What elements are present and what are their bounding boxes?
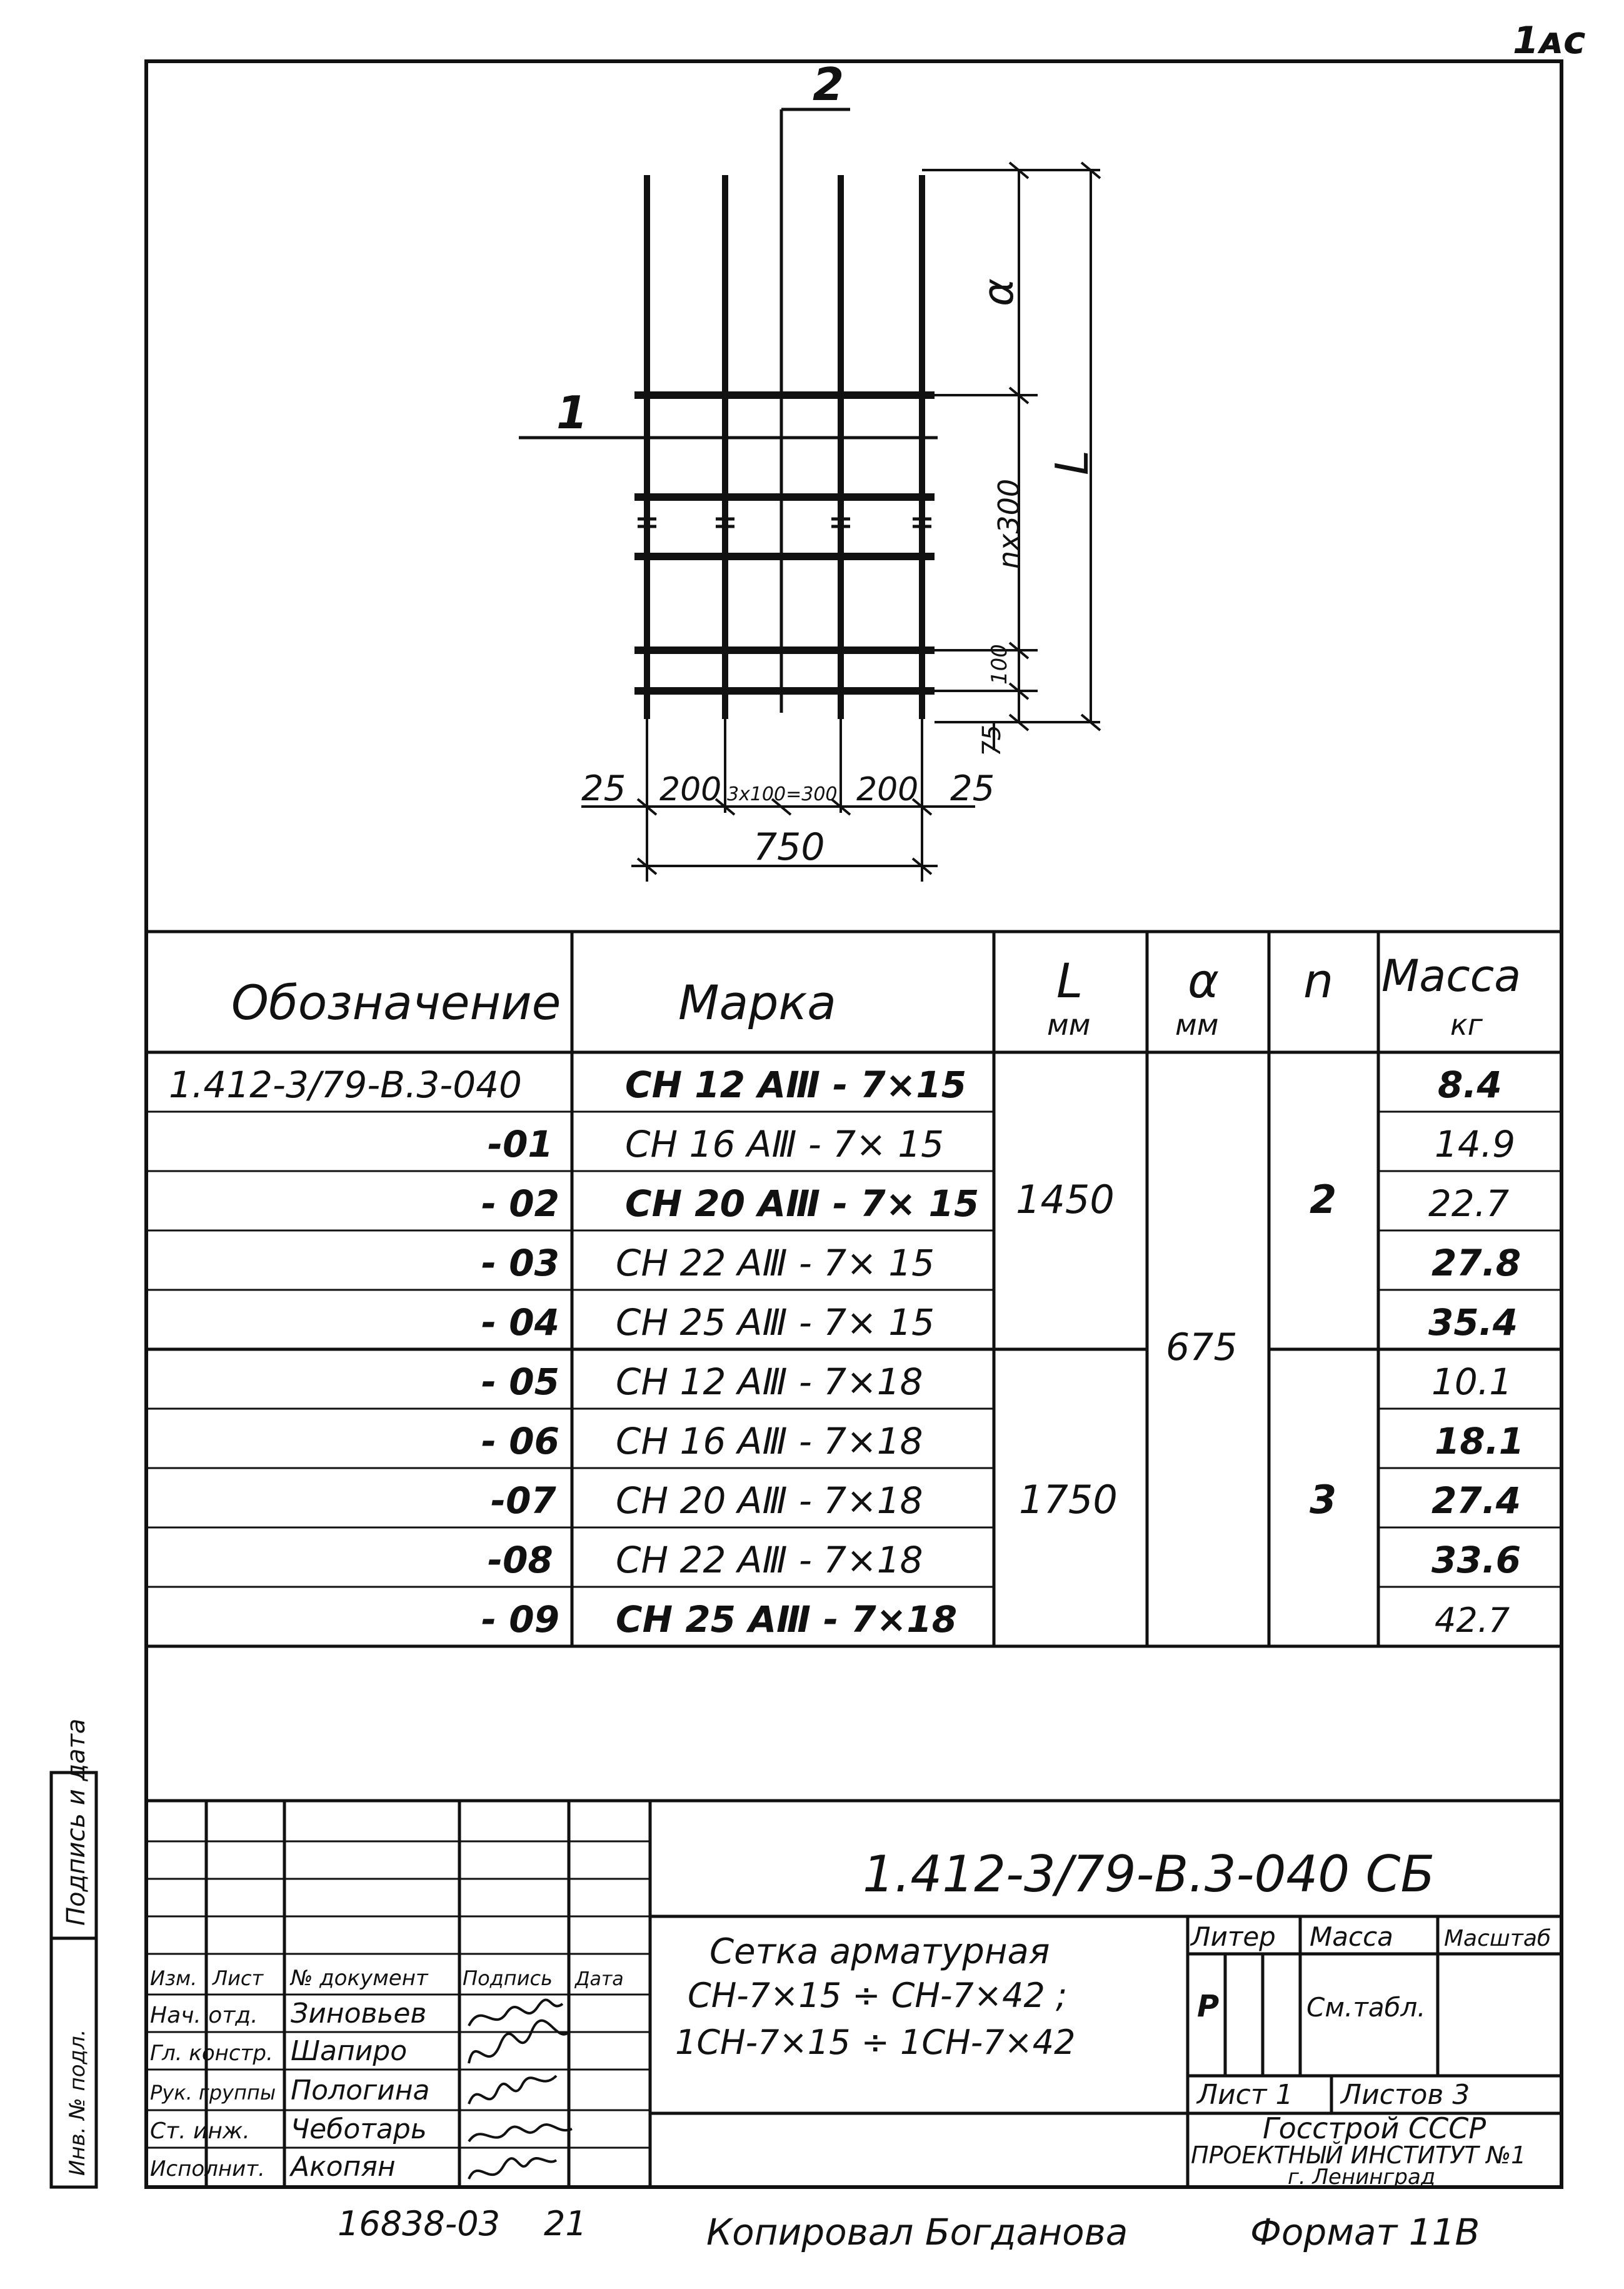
- footer-format: Формат 11В: [1250, 2211, 1480, 2253]
- org-line-2: ПРОЕКТНЫЙ ИНСТИТУТ №1: [1191, 2141, 1526, 2169]
- table-row-1-mark: СН 16 АⅢ - 7× 15: [625, 1123, 944, 1165]
- side-label-sign-date: Подпись и дата: [62, 1718, 91, 1926]
- person-name-1: Шапиро: [291, 2035, 408, 2067]
- table-rows: [169, 1064, 1524, 1641]
- section-label-1: 1: [556, 386, 588, 439]
- section-label-2: 2: [813, 58, 845, 111]
- mass-value: См.табл.: [1306, 1992, 1426, 2023]
- doc-code: 1.412-3/79-В.3-040 СБ: [863, 1845, 1435, 1903]
- dim-bottom-0: 25: [581, 768, 626, 809]
- header-a: α: [1188, 953, 1220, 1009]
- table-row-1-mass: 14.9: [1435, 1123, 1516, 1165]
- header-mark: Марка: [678, 975, 836, 1030]
- vertical-bars: [647, 175, 922, 719]
- dim-total: 750: [753, 825, 825, 869]
- table-row-6-designation: - 06: [481, 1420, 559, 1462]
- group-1-n: 2: [1310, 1177, 1337, 1222]
- person-name-2: Пологина: [291, 2075, 430, 2106]
- stamp-title-line-3: 1СН-7×15 ÷ 1СН-7×42: [675, 2023, 1076, 2062]
- footer-copied: Копировал Богданова: [706, 2211, 1128, 2253]
- dim-bottom-2: 3x100=300: [727, 783, 838, 805]
- table-row-3-mark: СН 22 АⅢ - 7× 15: [616, 1242, 935, 1284]
- header-mass: Масса: [1381, 950, 1521, 1002]
- mass-label: Масса: [1310, 1921, 1393, 1952]
- person-role-1: Гл. констр.: [150, 2041, 273, 2066]
- table-row-4-mass: 35.4: [1428, 1301, 1518, 1344]
- side-label-inv-no: Инв. № подл.: [65, 2029, 90, 2176]
- table-row-9-mass: 42.7: [1435, 1601, 1510, 1640]
- person-role-4: Исполнит.: [150, 2156, 265, 2181]
- header-a-unit: мм: [1175, 1008, 1219, 1042]
- footer-page: 21: [544, 2204, 587, 2243]
- table-row-7-designation: -07: [491, 1479, 556, 1522]
- table-row-8-mark: СН 22 АⅢ - 7×18: [616, 1539, 923, 1581]
- stamp-header-izm: Изм.: [150, 1966, 198, 1990]
- table-row-2-mark: СН 20 АⅢ - 7× 15: [625, 1182, 980, 1225]
- break-marks: [638, 519, 931, 526]
- table-row-7-mass: 27.4: [1431, 1479, 1521, 1522]
- stamp-header-date: Дата: [575, 1968, 624, 1990]
- horizontal-bars: [634, 395, 935, 691]
- person-name-0: Зиновьев: [291, 1998, 427, 2030]
- table-row-6-mark: СН 16 АⅢ - 7×18: [616, 1420, 923, 1462]
- dim-label-100: 100: [987, 644, 1012, 685]
- header-L-unit: мм: [1047, 1008, 1091, 1042]
- dim-label-nx300: nx300: [992, 478, 1026, 569]
- stamp-header-list: Лист: [213, 1966, 264, 1990]
- table-row-5-mark: СН 12 АⅢ - 7×18: [616, 1361, 923, 1403]
- table-row-5-designation: - 05: [481, 1361, 559, 1403]
- table-row-1-designation: -01: [488, 1123, 553, 1165]
- footer-order: 16838-03: [338, 2204, 500, 2243]
- person-name-3: Чеботарь: [291, 2113, 427, 2145]
- sheet-label: Лист 1: [1197, 2079, 1293, 2111]
- dim-bottom-3: 200: [856, 771, 919, 808]
- person-role-0: Нач. отд.: [150, 2003, 258, 2028]
- person-role-3: Ст. инж.: [150, 2118, 250, 2144]
- header-designation: Обозначение: [231, 975, 561, 1030]
- scale-label: Масштаб: [1444, 1926, 1551, 1951]
- dim-label-75: 75: [978, 725, 1006, 757]
- a-value: 675: [1166, 1326, 1238, 1369]
- group-2-L: 1750: [1019, 1477, 1118, 1522]
- liter-label: Литер: [1191, 1921, 1276, 1952]
- table-row-4-designation: - 04: [481, 1301, 559, 1344]
- table-row-5-mass: 10.1: [1431, 1361, 1513, 1403]
- dim-bottom-1: 200: [659, 771, 722, 808]
- table-row-4-mark: СН 25 АⅢ - 7× 15: [616, 1301, 935, 1344]
- stamp-header-sign: Подпись: [463, 1966, 553, 1990]
- table-row-9-designation: - 09: [481, 1598, 559, 1641]
- stamp-people: [150, 1998, 430, 2183]
- stamp-header-doc: № документ: [291, 1966, 428, 1991]
- table-row-9-mark: СН 25 АⅢ - 7×18: [616, 1598, 958, 1641]
- table-row-3-designation: - 03: [481, 1242, 559, 1284]
- org-line-1: Госстрой СССР: [1263, 2111, 1486, 2145]
- table-row-2-mass: 22.7: [1428, 1182, 1510, 1225]
- table-row-0-mass: 8.4: [1438, 1064, 1502, 1106]
- group-2-n: 3: [1310, 1477, 1337, 1522]
- table-row-6-mass: 18.1: [1435, 1420, 1525, 1462]
- stamp-title-line-1: Сетка арматурная: [709, 1931, 1050, 1972]
- header-L: L: [1056, 953, 1083, 1009]
- corner-mark: 1ᴀᴄ: [1513, 19, 1586, 63]
- person-name-4: Акопян: [291, 2151, 396, 2183]
- table-row-7-mark: СН 20 АⅢ - 7×18: [616, 1479, 923, 1522]
- liter-value: Р: [1197, 1989, 1220, 2024]
- table-row-2-designation: - 02: [481, 1182, 559, 1225]
- table-row-0-mark: СН 12 АⅢ - 7×15: [625, 1064, 967, 1106]
- group-1-L: 1450: [1016, 1177, 1115, 1222]
- table-row-8-mass: 33.6: [1431, 1539, 1521, 1581]
- header-mass-unit: кг: [1450, 1008, 1483, 1042]
- dim-label-L: L: [1046, 450, 1098, 475]
- person-role-2: Рук. группы: [150, 2081, 276, 2105]
- table-row-0-designation: 1.412-3/79-В.3-040: [169, 1064, 522, 1106]
- dim-bottom-4: 25: [950, 768, 995, 809]
- sheets-label: Листов 3: [1341, 2079, 1470, 2111]
- org-line-3: г. Ленинград: [1288, 2165, 1436, 2190]
- signatures: [469, 2000, 572, 2179]
- stamp-title-line-2: СН-7×15 ÷ СН-7×42 ;: [688, 1976, 1068, 2015]
- header-n: n: [1303, 953, 1334, 1009]
- table-row-3-mass: 27.8: [1431, 1242, 1521, 1284]
- dim-label-a: α: [974, 278, 1023, 306]
- table-row-8-designation: -08: [488, 1539, 553, 1581]
